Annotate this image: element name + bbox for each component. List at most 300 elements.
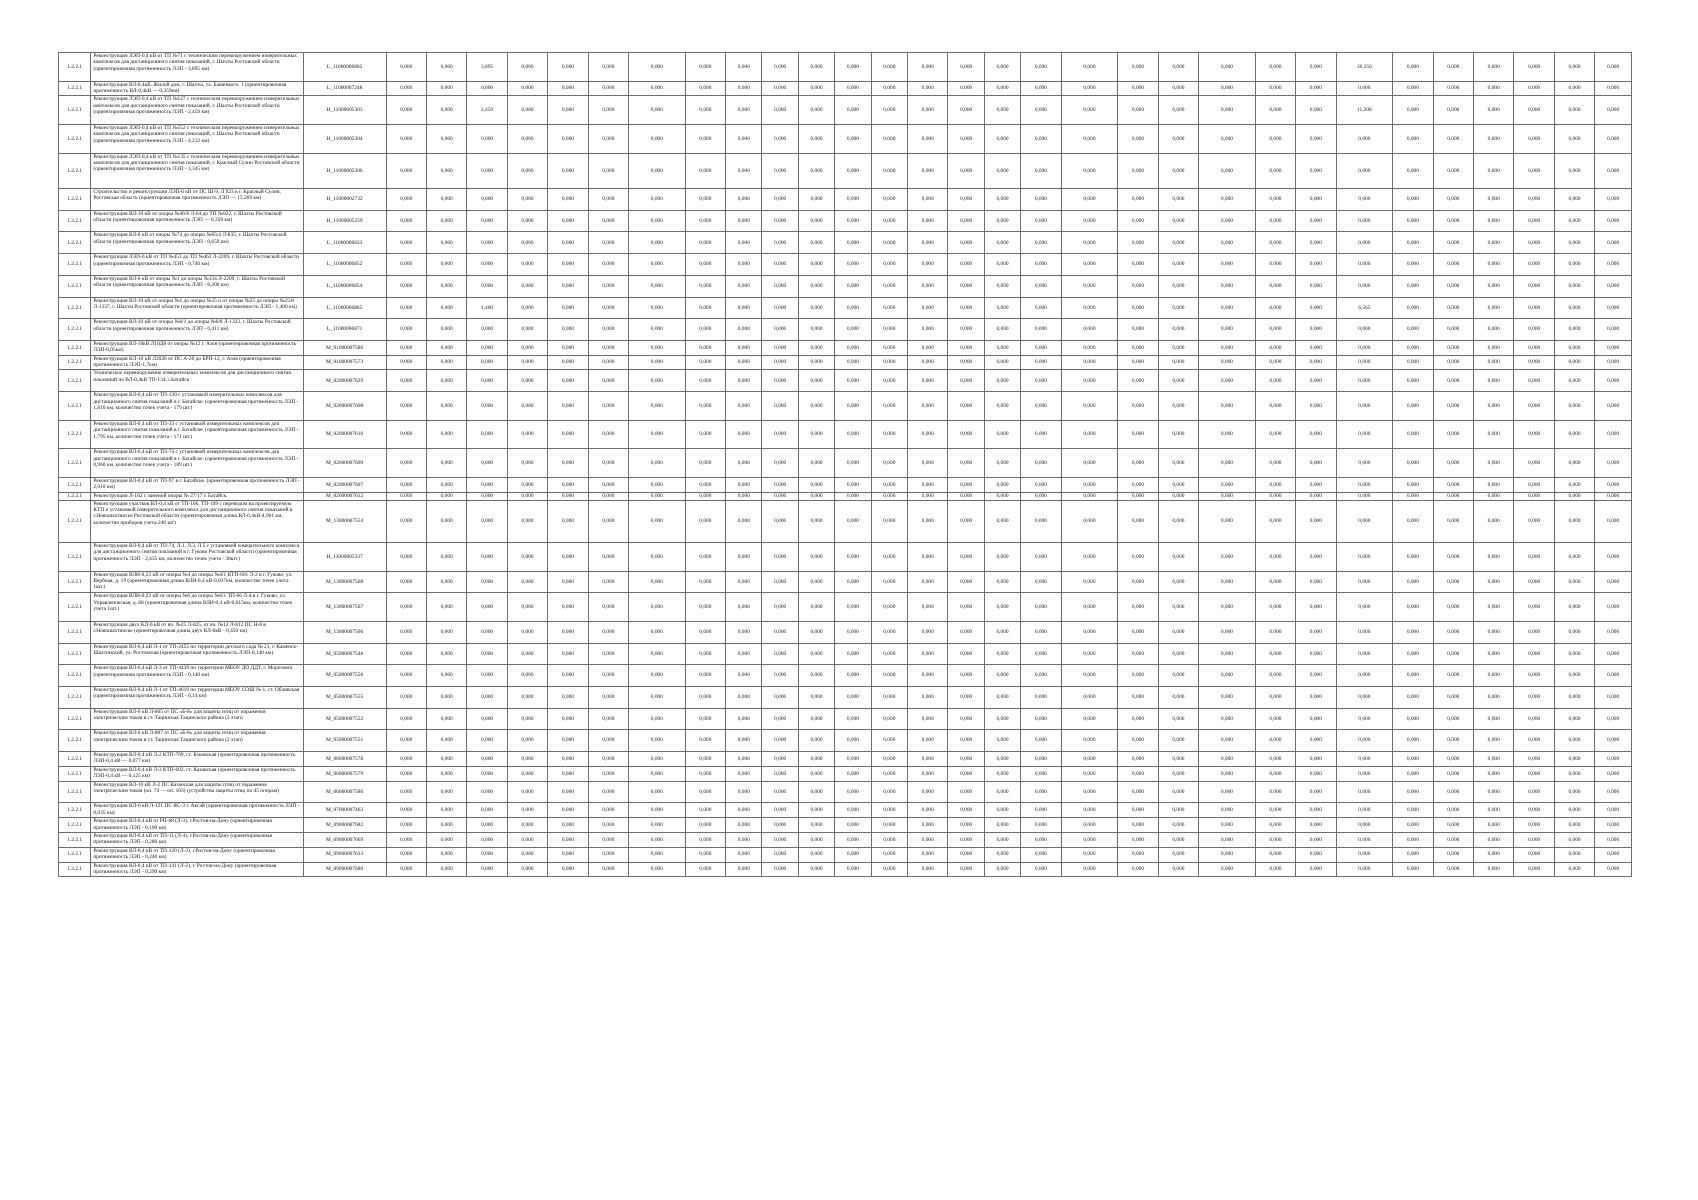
row-value-cell: 0,000	[1118, 708, 1158, 730]
table-row	[59, 752, 1632, 767]
row-value-cell: 0,000	[798, 543, 834, 572]
row-value-cell: 0,000	[1199, 752, 1256, 767]
row-value-cell: 0,000	[1199, 665, 1256, 687]
row-value-cell: 0,000	[1158, 254, 1198, 276]
row-value-cell: 0,000	[1336, 370, 1393, 392]
row-value-cell: 0,000	[548, 686, 588, 708]
row-value-cell: 0,000	[685, 766, 725, 781]
row-project-id: L_11000006852	[303, 254, 386, 276]
row-value-cell: 0,000	[871, 189, 907, 211]
row-value-cell: 0,000	[871, 355, 907, 370]
row-value-cell: 0,000	[871, 621, 907, 643]
row-value-cell: 0,000	[1393, 232, 1433, 254]
row-value-cell: 0,000	[1061, 124, 1118, 153]
row-value-cell: 0,000	[1595, 752, 1632, 767]
row-project-name: Реконструкция ВЛ-0,4 кВ от ТП-33 с установкой измерительных комплексов для дистанционного снятия показаний в г. Батайске. (ориентировочная протяженность ЛЭП - 1,795 км, количество точек учета - 171 шт.)	[91, 420, 303, 449]
row-value-cell: 0,000	[386, 189, 426, 211]
row-value-cell: 0,000	[762, 781, 798, 803]
row-project-id: M_09000007669	[303, 832, 386, 847]
row-value-cell: 0,000	[1158, 392, 1198, 421]
row-value-cell: 0,000	[507, 621, 547, 643]
row-value-cell: 0,000	[871, 708, 907, 730]
row-value-cell: 0,000	[984, 593, 1020, 622]
row-value-cell: 0,000	[1433, 53, 1473, 82]
row-value-cell: 0,000	[1595, 665, 1632, 687]
row-value-cell: 0,000	[548, 81, 588, 96]
row-value-cell: 0,000	[1336, 420, 1393, 449]
row-value-cell: 0,000	[798, 500, 834, 542]
row-value-cell: 0,000	[798, 847, 834, 862]
row-value-cell: 0,000	[1554, 319, 1594, 341]
row-value-cell: 0,000	[798, 81, 834, 96]
row-value-cell: 0,000	[507, 370, 547, 392]
row-value-cell: 0,000	[1595, 53, 1632, 82]
row-value-cell: 0,000	[1336, 254, 1393, 276]
row-value-cell: 0,000	[984, 781, 1020, 803]
row-value-cell: 0,000	[426, 803, 466, 818]
row-value-cell: 0,000	[1021, 500, 1061, 542]
row-value-cell: 0,000	[871, 153, 907, 189]
row-value-cell: 0,000	[726, 543, 762, 572]
row-value-cell: 0,000	[948, 340, 984, 355]
row-value-cell: 0,000	[685, 254, 725, 276]
row-value-cell: 0,000	[984, 449, 1020, 478]
row-value-cell: 0,000	[629, 543, 686, 572]
row-value-cell: 0,000	[1514, 543, 1554, 572]
row-value-cell: 0,000	[948, 370, 984, 392]
row-value-cell: 0,000	[1554, 803, 1594, 818]
row-value-cell: 0,000	[726, 752, 762, 767]
row-value-cell: 0,000	[835, 803, 871, 818]
row-value-cell: 0,000	[1595, 189, 1632, 211]
row-value-cell: 0,000	[984, 492, 1020, 500]
row-value-cell: 0,000	[1255, 81, 1295, 96]
row-value-cell: 0,000	[1595, 593, 1632, 622]
row-value-cell: 0,000	[467, 355, 507, 370]
row-value-cell: 0,000	[726, 53, 762, 82]
row-value-cell: 0,000	[1336, 275, 1393, 297]
row-value-cell: 0,000	[629, 153, 686, 189]
row-value-cell: 0,000	[507, 449, 547, 478]
row-value-cell: 0,000	[1336, 124, 1393, 153]
row-value-cell: 0,000	[1474, 319, 1514, 341]
row-project-name: Реконструкция ВЛ-0,4 кВ от ТП-97 в г. Батайске. (ориентировочная протяженность ЛЭП - 2,010 км)	[91, 477, 303, 492]
row-value-cell: 0,000	[426, 621, 466, 643]
row-value-cell: 0,000	[762, 81, 798, 96]
row-value-cell: 0,000	[1061, 189, 1118, 211]
row-value-cell: 0,000	[1199, 355, 1256, 370]
row-value-cell: 0,000	[726, 370, 762, 392]
row-value-cell: 0,000	[467, 730, 507, 752]
row-value-cell: 0,000	[685, 752, 725, 767]
row-code: 1.2.2.1	[59, 665, 91, 687]
row-project-name: Техническое перевооружение измерительных комплексов для дистанционного снятия показаний по ВЛ-0,4кВ ТП-134, г.Батайск	[91, 370, 303, 392]
row-value-cell: 0,000	[548, 708, 588, 730]
row-value-cell: 0,000	[1118, 543, 1158, 572]
row-value-cell: 0,000	[1061, 477, 1118, 492]
row-value-cell: 0,000	[871, 665, 907, 687]
row-value-cell: 0,000	[588, 189, 628, 211]
row-value-cell: 0,000	[948, 254, 984, 276]
row-value-cell: 0,000	[871, 392, 907, 421]
row-value-cell: 0,000	[1255, 340, 1295, 355]
row-value-cell: 0,000	[1474, 730, 1514, 752]
row-value-cell: 0,000	[726, 621, 762, 643]
row-value-cell: 0,000	[1336, 153, 1393, 189]
table-row	[59, 500, 1632, 542]
row-value-cell: 0,000	[1393, 355, 1433, 370]
row-value-cell: 0,000	[1061, 818, 1118, 833]
row-value-cell: 0,000	[984, 370, 1020, 392]
row-value-cell: 0,000	[1118, 254, 1158, 276]
row-value-cell: 0,000	[1514, 392, 1554, 421]
row-value-cell: 0,000	[386, 355, 426, 370]
table-row	[59, 340, 1632, 355]
row-value-cell: 0,000	[1595, 124, 1632, 153]
row-value-cell: 0,000	[798, 781, 834, 803]
row-value-cell: 0,000	[1255, 643, 1295, 665]
row-value-cell: 0,000	[588, 643, 628, 665]
row-value-cell: 0,000	[685, 355, 725, 370]
row-value-cell: 0,000	[685, 543, 725, 572]
row-value-cell: 0,000	[1255, 297, 1295, 319]
row-value-cell: 0,000	[1118, 392, 1158, 421]
row-value-cell: 0,000	[1199, 189, 1256, 211]
row-value-cell: 0,000	[1393, 593, 1433, 622]
row-value-cell: 0,000	[1336, 708, 1393, 730]
row-value-cell: 0,000	[426, 500, 466, 542]
row-value-cell: 0,000	[467, 708, 507, 730]
row-value-cell: 0,000	[1554, 96, 1594, 125]
row-value-cell: 0,000	[835, 319, 871, 341]
row-value-cell: 0,000	[984, 153, 1020, 189]
row-value-cell: 0,000	[507, 477, 547, 492]
row-project-name: Реконструкция ВЛ-0,4 кВ Л-3 КТП-602, ст. Казанская (ориентировочная протяженность ЛЭП-0,4 кВ — 0,125 км)	[91, 766, 303, 781]
row-value-cell: 0,000	[726, 275, 762, 297]
row-value-cell: 0,000	[1514, 420, 1554, 449]
row-value-cell: 0,000	[908, 392, 948, 421]
row-value-cell: 0,000	[1595, 862, 1632, 877]
row-value-cell: 0,000	[1296, 370, 1336, 392]
row-value-cell: 0,000	[588, 730, 628, 752]
row-value-cell: 0,000	[1296, 643, 1336, 665]
row-value-cell: 0,000	[507, 665, 547, 687]
row-value-cell: 0,000	[1433, 781, 1473, 803]
row-value-cell: 0,000	[1433, 275, 1473, 297]
row-value-cell: 0,000	[1336, 492, 1393, 500]
row-value-cell: 0,000	[1595, 708, 1632, 730]
row-value-cell: 0,000	[426, 449, 466, 478]
row-value-cell: 0,000	[1021, 449, 1061, 478]
row-value-cell: 0,000	[984, 355, 1020, 370]
row-value-cell: 0,000	[629, 766, 686, 781]
row-value-cell: 0,000	[1118, 500, 1158, 542]
row-value-cell: 0,000	[467, 621, 507, 643]
row-value-cell: 0,000	[1514, 862, 1554, 877]
row-value-cell: 0,000	[426, 477, 466, 492]
row-value-cell: 0,000	[467, 803, 507, 818]
row-value-cell: 0,000	[1554, 781, 1594, 803]
row-value-cell: 0,000	[588, 370, 628, 392]
row-value-cell: 0,000	[908, 862, 948, 877]
row-value-cell: 0,000	[726, 686, 762, 708]
row-value-cell: 0,000	[835, 420, 871, 449]
row-value-cell: 0,000	[908, 81, 948, 96]
row-value-cell: 0,000	[1433, 643, 1473, 665]
row-value-cell: 0,000	[548, 477, 588, 492]
row-value-cell: 0,000	[1474, 355, 1514, 370]
row-value-cell: 0,000	[629, 500, 686, 542]
row-value-cell: 0,000	[1158, 420, 1198, 449]
row-value-cell: 0,000	[1554, 81, 1594, 96]
row-value-cell: 0,000	[1021, 621, 1061, 643]
row-value-cell: 0,000	[984, 477, 1020, 492]
row-value-cell: 0,000	[1554, 232, 1594, 254]
row-value-cell: 0,000	[1433, 232, 1473, 254]
row-value-cell: 0,000	[1336, 686, 1393, 708]
row-project-name: Реконструкция ВЛ-0,4 кВ от ТП-141 (Л-2), г. Ростов-на-Дону (ориентировочная протяженность ЛЭП - 0,290 км)	[91, 862, 303, 877]
row-value-cell: 0,000	[467, 500, 507, 542]
row-value-cell: 0,000	[548, 319, 588, 341]
row-value-cell: 0,000	[1118, 81, 1158, 96]
row-value-cell: 0,000	[548, 665, 588, 687]
row-value-cell: 0,000	[835, 81, 871, 96]
row-value-cell: 0,000	[1514, 96, 1554, 125]
row-value-cell: 0,000	[948, 492, 984, 500]
row-value-cell: 0,000	[726, 392, 762, 421]
row-project-name: Реконструкция ВЛ-0,4кВ. Жилой дом, г. Шахты, ул. Башенкого, 1 (ориентировочная протяженность ВЛ-0,4кВ — 0,359км)	[91, 81, 303, 96]
row-value-cell: 0,000	[762, 847, 798, 862]
row-value-cell: 0,000	[908, 189, 948, 211]
row-value-cell: 0,000	[1474, 370, 1514, 392]
row-value-cell: 0,000	[1021, 708, 1061, 730]
row-value-cell: 0,000	[685, 370, 725, 392]
row-value-cell: 0,000	[1336, 766, 1393, 781]
row-project-id: M_05000007548	[303, 643, 386, 665]
row-value-cell: 0,000	[908, 847, 948, 862]
row-value-cell: 0,000	[908, 766, 948, 781]
row-value-cell: 0,000	[1199, 621, 1256, 643]
row-value-cell: 0,000	[1296, 96, 1336, 125]
row-value-cell: 0,000	[908, 124, 948, 153]
row-value-cell: 0,000	[835, 153, 871, 189]
row-value-cell: 0,000	[871, 730, 907, 752]
row-project-id: H_11000002732	[303, 189, 386, 211]
row-value-cell: 0,000	[507, 781, 547, 803]
row-value-cell: 0,000	[871, 420, 907, 449]
row-value-cell: 0,000	[426, 370, 466, 392]
row-value-cell: 0,000	[1474, 621, 1514, 643]
row-value-cell: 0,000	[798, 96, 834, 125]
row-value-cell: 0,000	[1433, 593, 1473, 622]
row-value-cell: 0,000	[1433, 355, 1473, 370]
row-value-cell: 0,000	[871, 319, 907, 341]
row-value-cell: 0,000	[1393, 81, 1433, 96]
row-value-cell: 0,000	[871, 254, 907, 276]
row-value-cell: 0,000	[1514, 124, 1554, 153]
row-value-cell: 0,000	[762, 500, 798, 542]
row-value-cell: 0,000	[507, 153, 547, 189]
row-project-id: M_06000007579	[303, 766, 386, 781]
row-value-cell: 0,000	[629, 392, 686, 421]
row-value-cell: 0,000	[1199, 254, 1256, 276]
row-value-cell: 0,000	[588, 232, 628, 254]
row-project-name: Реконструкция ВЛ-0,4 кВ от ТП-120 (Л-2), г.Ростов-на-Дону (ориентировочная протяженность ЛЭП - 0,240 км)	[91, 847, 303, 862]
row-value-cell: 0,000	[835, 340, 871, 355]
row-value-cell: 0,000	[507, 81, 547, 96]
row-value-cell: 0,000	[507, 319, 547, 341]
table-row	[59, 370, 1632, 392]
row-value-cell: 0,000	[948, 500, 984, 542]
row-value-cell: 0,000	[685, 420, 725, 449]
row-value-cell: 0,000	[588, 449, 628, 478]
row-value-cell: 0,000	[948, 124, 984, 153]
row-value-cell: 0,000	[726, 210, 762, 232]
row-value-cell: 0,000	[507, 643, 547, 665]
row-value-cell: 0,000	[1199, 420, 1256, 449]
row-value-cell: 0,000	[1433, 708, 1473, 730]
row-value-cell: 0,000	[1199, 449, 1256, 478]
row-value-cell: 0,000	[835, 449, 871, 478]
row-code: 1.2.2.1	[59, 593, 91, 622]
row-value-cell: 0,000	[984, 862, 1020, 877]
row-value-cell: 0,000	[1595, 355, 1632, 370]
row-value-cell: 0,000	[1118, 53, 1158, 82]
row-value-cell: 0,000	[1554, 708, 1594, 730]
row-value-cell: 0,000	[948, 781, 984, 803]
row-value-cell: 0,000	[1199, 862, 1256, 877]
table-row	[59, 210, 1632, 232]
row-value-cell: 0,000	[1296, 319, 1336, 341]
row-value-cell: 0,000	[871, 803, 907, 818]
row-value-cell: 0,000	[507, 766, 547, 781]
row-value-cell: 0,000	[835, 297, 871, 319]
row-value-cell: 0,000	[1255, 766, 1295, 781]
row-value-cell: 0,000	[548, 818, 588, 833]
row-value-cell: 0,000	[1393, 340, 1433, 355]
row-value-cell: 0,000	[798, 708, 834, 730]
row-value-cell: 0,000	[548, 752, 588, 767]
row-value-cell: 0,000	[629, 781, 686, 803]
row-value-cell: 0,000	[1336, 847, 1393, 862]
row-value-cell: 0,000	[1296, 781, 1336, 803]
row-value-cell: 0,000	[798, 275, 834, 297]
row-value-cell: 0,000	[1554, 862, 1594, 877]
row-value-cell: 0,000	[1296, 297, 1336, 319]
row-value-cell: 0,000	[685, 96, 725, 125]
row-value-cell: 0,000	[1595, 340, 1632, 355]
table-row	[59, 643, 1632, 665]
row-value-cell: 0,000	[1021, 752, 1061, 767]
row-value-cell: 0,000	[507, 730, 547, 752]
row-value-cell: 0,000	[386, 665, 426, 687]
row-value-cell: 0,000	[685, 340, 725, 355]
row-value-cell: 0,000	[1336, 340, 1393, 355]
row-project-name: Реконструкция ВЛ-0,4 кВ от ТП-130 с установкой измерительных комплексов для дистанционного снятия показаний в г. Батайске. (ориентировочная протяженность ЛЭП - 1,810 км, количество точек учета - 179 шт.)	[91, 392, 303, 421]
row-value-cell: 0,000	[984, 686, 1020, 708]
row-value-cell: 0,000	[548, 766, 588, 781]
row-value-cell: 0,000	[1474, 847, 1514, 862]
row-value-cell: 0,000	[1118, 862, 1158, 877]
table-row	[59, 53, 1632, 82]
row-value-cell: 0,000	[426, 686, 466, 708]
row-value-cell: 0,000	[1554, 355, 1594, 370]
row-value-cell: 0,000	[762, 708, 798, 730]
row-value-cell: 0,000	[835, 752, 871, 767]
row-value-cell: 0,000	[726, 189, 762, 211]
row-value-cell: 0,000	[588, 847, 628, 862]
row-value-cell: 0,000	[685, 643, 725, 665]
row-value-cell: 0,000	[1118, 593, 1158, 622]
row-value-cell: 0,000	[1474, 275, 1514, 297]
row-value-cell: 0,000	[1199, 210, 1256, 232]
row-value-cell: 0,000	[467, 232, 507, 254]
row-project-name: Реконструкция ВЛ-6 кВ Л-807 от ПС «Б-8» для защиты птиц от поражения электрическим током в ст. Тацинская Тацинского района (2 этап)	[91, 730, 303, 752]
row-value-cell: 0,000	[467, 477, 507, 492]
row-value-cell: 0,000	[871, 832, 907, 847]
row-value-cell: 0,000	[507, 571, 547, 593]
row-value-cell: 0,000	[1393, 730, 1433, 752]
row-value-cell: 0,000	[1336, 232, 1393, 254]
row-code: 1.2.2.1	[59, 847, 91, 862]
row-value-cell: 0,000	[548, 832, 588, 847]
row-value-cell: 0,000	[726, 477, 762, 492]
row-value-cell: 0,000	[871, 53, 907, 82]
row-value-cell: 0,000	[1158, 232, 1198, 254]
row-value-cell: 0,000	[835, 621, 871, 643]
row-value-cell: 0,000	[908, 477, 948, 492]
row-value-cell: 0,000	[871, 297, 907, 319]
row-code: 1.2.2.1	[59, 254, 91, 276]
row-value-cell: 0,000	[1296, 153, 1336, 189]
row-value-cell: 0,000	[871, 862, 907, 877]
row-value-cell: 0,000	[1061, 832, 1118, 847]
row-value-cell: 0,000	[1021, 370, 1061, 392]
row-value-cell: 0,000	[798, 340, 834, 355]
row-value-cell: 0,000	[1393, 492, 1433, 500]
row-value-cell: 0,000	[1118, 492, 1158, 500]
row-value-cell: 0,000	[426, 232, 466, 254]
row-code: 1.2.2.1	[59, 543, 91, 572]
row-value-cell: 0,000	[685, 449, 725, 478]
row-value-cell: 0,000	[798, 492, 834, 500]
row-value-cell: 0,000	[1433, 766, 1473, 781]
row-value-cell: 0,000	[1393, 832, 1433, 847]
row-value-cell: 0,000	[548, 492, 588, 500]
row-value-cell: 0,000	[548, 340, 588, 355]
row-value-cell: 0,000	[762, 53, 798, 82]
row-value-cell: 0,000	[762, 730, 798, 752]
row-value-cell: 0,000	[685, 477, 725, 492]
row-value-cell: 0,000	[467, 818, 507, 833]
row-value-cell: 0,000	[726, 153, 762, 189]
row-value-cell: 0,000	[1296, 571, 1336, 593]
row-value-cell: 0,000	[426, 319, 466, 341]
row-value-cell: 0,000	[1118, 210, 1158, 232]
row-value-cell: 0,000	[1336, 210, 1393, 232]
row-value-cell: 0,000	[548, 355, 588, 370]
row-value-cell: 0,000	[1336, 189, 1393, 211]
row-value-cell: 0,000	[1474, 124, 1514, 153]
row-value-cell: 0,000	[726, 803, 762, 818]
row-value-cell: 0,000	[1061, 621, 1118, 643]
row-value-cell: 0,000	[685, 862, 725, 877]
row-code: 1.2.2.1	[59, 862, 91, 877]
row-value-cell: 0,000	[798, 124, 834, 153]
row-value-cell: 0,000	[908, 781, 948, 803]
row-value-cell: 0,000	[588, 665, 628, 687]
row-value-cell: 0,000	[1255, 254, 1295, 276]
